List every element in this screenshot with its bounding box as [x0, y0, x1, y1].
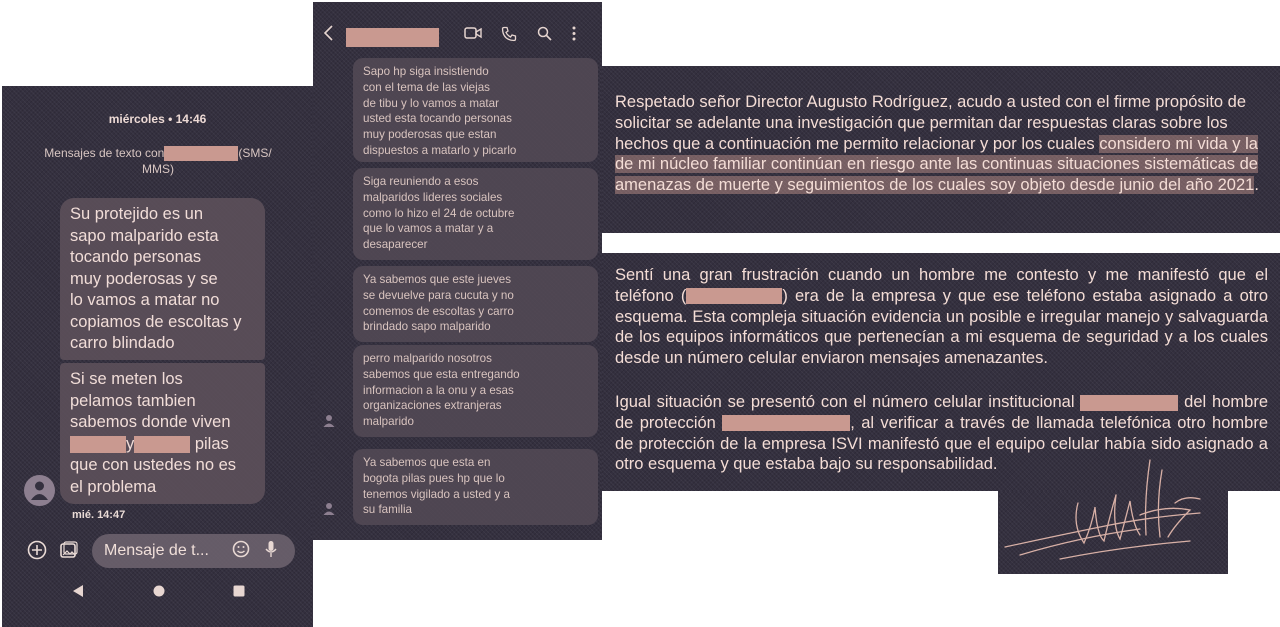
message-line: muy poderosas y se	[70, 269, 218, 288]
message-line: lo vamos a matar no	[70, 291, 220, 309]
paragraph-text: Igual situación se presentó con el número celular institucional	[615, 393, 1081, 411]
message-line: Ya sabemos que esta en	[363, 456, 491, 469]
message-line: usted esta tocando personas	[363, 112, 512, 126]
message-line: Ya sabemos que este jueves	[363, 273, 512, 286]
message-input-placeholder: Mensaje de t...	[104, 542, 209, 559]
message-line: sabemos donde viven	[70, 413, 231, 431]
message-fragment: pilas	[190, 434, 229, 453]
message-line: bogota pilas pues hp que lo	[363, 471, 505, 485]
message-line: su familia	[363, 503, 412, 517]
message-line: pelamos tambien	[70, 391, 196, 410]
letter-excerpt-1	[602, 66, 1280, 233]
paragraph-text: , al verificar a través de llamada telefónica otro hombre de protección de la empresa ISVI manifestó que el equipo celular había sido asignado a otro esquema y que estaba bajo su responsabilidad.	[615, 413, 1269, 474]
message-line: comemos de escoltas y carro	[363, 304, 514, 318]
message-line: carro blindado	[70, 334, 175, 352]
message-line: de tibu y lo vamos a matar	[363, 96, 499, 110]
paragraph-text: del hombre de protección	[615, 393, 1268, 432]
paragraph-end: .	[1254, 176, 1259, 195]
search-icon[interactable]	[537, 26, 552, 44]
redacted-contact	[164, 146, 238, 161]
chat-screenshot-2	[313, 2, 602, 540]
mic-icon[interactable]	[264, 540, 278, 563]
message-line: tocando personas	[70, 248, 202, 266]
message-line: Siga reuniendo a esos	[363, 175, 479, 188]
chat-message[interactable]	[353, 266, 598, 342]
sms-info-suffix: (SMS/	[238, 146, 272, 160]
message-line: se devuelve para cucuta y no	[363, 288, 514, 302]
message-line: Sapo hp siga insistiendo	[363, 65, 489, 78]
message-line: el problema	[70, 477, 157, 496]
chat-message[interactable]	[353, 449, 598, 525]
message-timestamp: mié. 14:47	[72, 509, 126, 521]
video-call-icon[interactable]	[464, 26, 482, 43]
sender-avatar-icon	[323, 502, 337, 516]
message-line: muy poderosas que estan	[363, 128, 497, 142]
message-line: como lo hizo el 24 de octubre	[363, 206, 515, 220]
system-nav-bar	[2, 578, 313, 608]
back-arrow-icon[interactable]	[322, 23, 334, 49]
message-fragment: y	[126, 434, 135, 453]
redacted-name	[134, 436, 190, 453]
chat-message[interactable]	[353, 345, 598, 437]
message-bubble[interactable]	[60, 363, 265, 504]
sender-avatar-icon	[323, 414, 337, 428]
person-icon[interactable]	[24, 475, 55, 506]
message-line: perro malparido nosotros	[363, 352, 492, 365]
sms-info-line2: MMS)	[142, 162, 174, 177]
message-line: Su protejido es un	[70, 205, 204, 223]
message-input[interactable]	[92, 534, 295, 568]
message-line: informacion a la onu y a esas	[363, 383, 514, 397]
redacted-name	[722, 415, 850, 431]
paragraph-text: Sentí una gran frustración cuando un hombre me contesto y me manifestó que el teléfono (	[615, 266, 1268, 305]
add-circle-icon[interactable]	[26, 540, 48, 562]
message-line: brindado sapo malparido	[363, 320, 491, 334]
chat-message[interactable]	[353, 58, 598, 162]
message-line: organizaciones extranjeras	[363, 399, 502, 413]
message-line: malparidos lideres sociales	[363, 190, 503, 204]
message-line: que lo vamos a matar y a	[363, 222, 494, 236]
handwritten-signature	[1000, 455, 1215, 575]
message-line: que con ustedes no es	[70, 456, 237, 474]
gallery-icon[interactable]	[58, 540, 80, 562]
message-line: con el tema de las viejas	[363, 80, 490, 94]
redacted-name	[70, 436, 126, 453]
chat-header	[313, 22, 602, 52]
sms-screenshot-1	[2, 86, 313, 627]
chat-message[interactable]	[353, 168, 598, 260]
redacted-phone-number	[686, 288, 782, 304]
nav-home-icon[interactable]	[153, 584, 165, 602]
message-line: Si se meten los	[70, 370, 183, 388]
emoji-icon[interactable]	[232, 540, 250, 563]
message-line: tenemos vigilado a usted y a	[363, 487, 510, 501]
phone-icon[interactable]	[501, 26, 517, 45]
sms-info-text: Mensajes de texto con	[44, 146, 165, 160]
message-line: desaparecer	[363, 238, 428, 252]
redacted-contact-name[interactable]	[346, 28, 439, 47]
more-vert-icon[interactable]	[572, 26, 576, 44]
letter-paragraph	[615, 92, 1268, 196]
message-line: sapo malparido esta	[70, 226, 219, 245]
conversation-date: miércoles • 14:46	[108, 112, 207, 126]
message-line: dispuestos a matarlo y picarlo	[363, 143, 517, 157]
message-line: copiamos de escoltas y	[70, 312, 242, 331]
paragraph-text: Respetado señor Director Augusto Rodríguez, acudo a usted con el firme propósito de solicitar se adelante una investigación que permitan dar respuestas claras sobre los hechos que a continuación me permito relacionar y por los cuales	[615, 93, 1247, 153]
letter-paragraph	[615, 265, 1268, 369]
nav-recents-icon[interactable]	[233, 584, 245, 602]
redacted-phone-number	[1080, 395, 1178, 411]
message-line	[70, 434, 255, 456]
nav-back-icon[interactable]	[72, 584, 84, 603]
highlighted-text: considero mi vida y la de mi núcleo familiar continúan en riesgo ante las continuas situaciones sistemáticas de amenazas de muerte y seguimientos de los cuales soy objeto desde junio del año 2021	[615, 134, 1258, 195]
sms-info-label	[26, 145, 290, 177]
message-line: sabemos que esta entregando	[363, 367, 520, 381]
message-bubble[interactable]	[60, 198, 265, 360]
paragraph-text: ) era de la empresa y que ese teléfono estaba asignado a otro esquema. Esta compleja situación evidencia un posible e irregular manejo y salvaguarda de los equipos informáticos que pertenecían a mi esquema de seguridad y a los cuales desde un número celular enviaron mensajes amenazantes.	[615, 286, 1269, 368]
message-line: malparido	[363, 415, 414, 429]
